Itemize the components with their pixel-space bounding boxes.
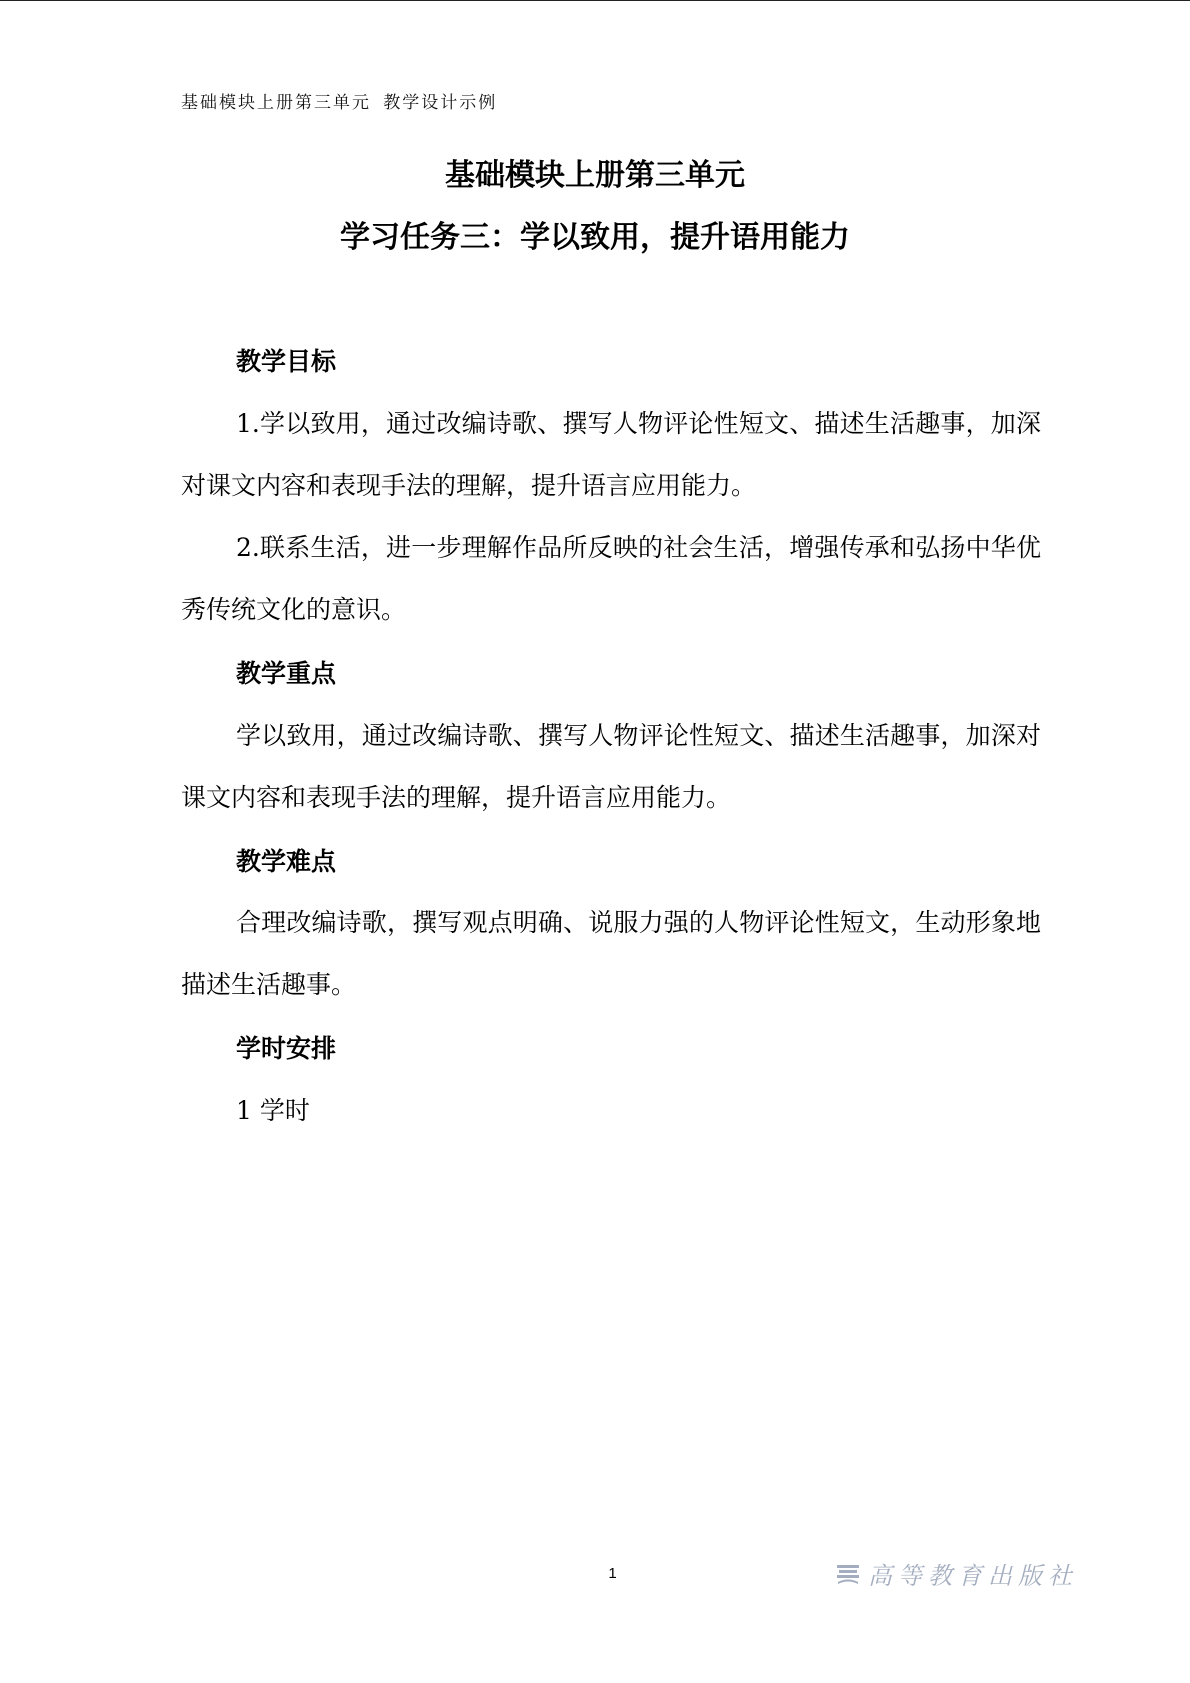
difficulties-heading: 教学难点 [236, 847, 337, 876]
objectives-heading: 教学目标 [236, 347, 337, 376]
key-points-text: 学以致用，通过改编诗歌、撰写人物评论性短文、描述生活趣事，加深对课文内容和表现手法的理解，提升语言应用能力。 [181, 721, 1041, 812]
objective-item-1: 1.学以致用，通过改编诗歌、撰写人物评论性短文、描述生活趣事，加深对课文内容和表现手法的理解，提升语言应用能力。 [181, 409, 1041, 500]
publisher-name: 高等教育出版社 [868, 1562, 1078, 1590]
objective-item-2: 2.联系生活，进一步理解作品所反映的社会生活，增强传承和弘扬中华优秀传统文化的意识。 [181, 533, 1041, 624]
document-subtitle: 学习任务三：学以致用，提升语用能力 [340, 220, 850, 255]
difficulties-text: 合理改编诗歌，撰写观点明确、说服力强的人物评论性短文，生动形象地描述生活趣事。 [181, 908, 1041, 999]
publisher-mark [836, 1556, 1078, 1591]
running-header: 基础模块上册第三单元 教学设计示例 [181, 93, 498, 113]
document-title: 基础模块上册第三单元 [445, 158, 745, 193]
publisher-logo-icon [836, 1563, 860, 1585]
top-border [0, 0, 1190, 1]
page-number: 1 [608, 1565, 617, 1582]
schedule-text: 1 学时 [236, 1096, 310, 1125]
schedule-heading: 学时安排 [236, 1034, 337, 1063]
key-points-heading: 教学重点 [236, 659, 337, 688]
